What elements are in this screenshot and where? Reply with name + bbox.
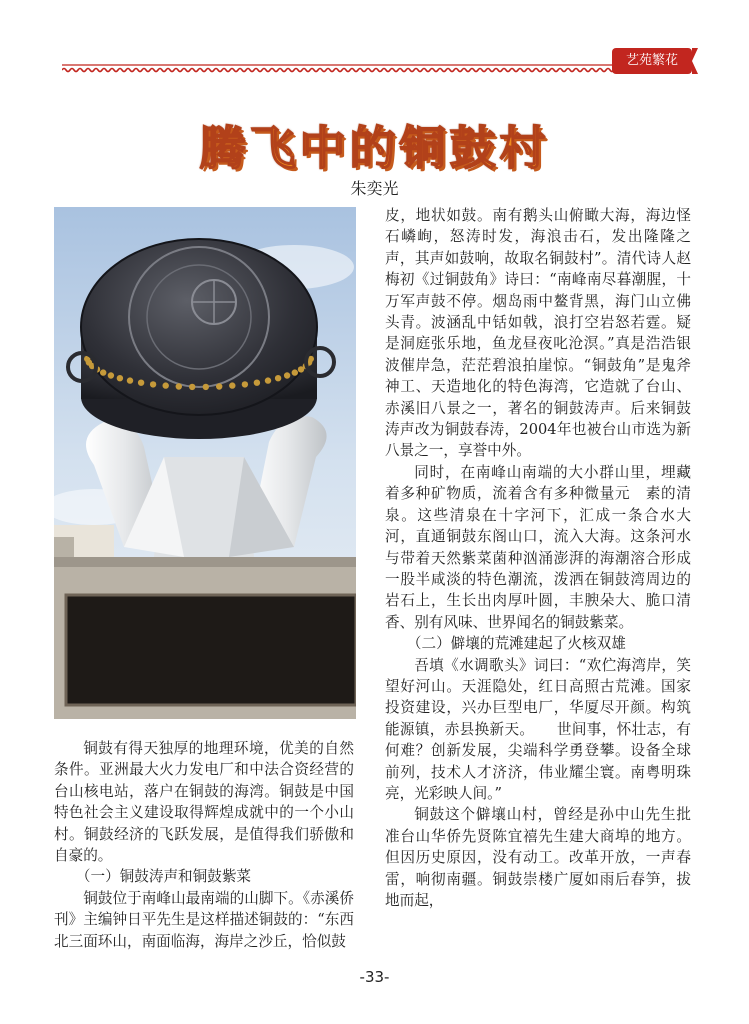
drum-stud xyxy=(216,383,222,389)
drum-stud xyxy=(108,372,114,378)
left-column xyxy=(54,738,354,952)
right-subhead-2: （二）僻壤的荒滩建起了火核双雄 xyxy=(406,635,626,653)
drum-stud xyxy=(254,380,260,386)
drum-stud xyxy=(138,380,144,386)
drum-stud xyxy=(176,383,182,389)
page-number: -33- xyxy=(359,968,390,986)
drum-stud xyxy=(150,381,156,387)
left-para-1: 铜鼓有得天独厚的地理环境，优美的自然条件。亚洲最大火力发电厂和中法合资经营的台山核电站，落户在铜鼓的海湾。铜鼓是中国特色社会主义建设取得辉煌成就中的一个小山村。铜鼓经济的飞跃发展，是值得我们骄傲和自豪的。 xyxy=(54,740,354,865)
drum-monument-photo xyxy=(54,207,356,719)
drum-stud xyxy=(275,375,281,381)
left-subhead-1: （一）铜鼓涛声和铜鼓紫菜 xyxy=(75,868,252,886)
column-name-badge: 艺苑繁花 xyxy=(612,48,692,74)
right-para-4: 铜鼓这个僻壤山村，曾经是孙中山先生批准台山华侨先贤陈宜禧先生建大商埠的地方。但因历史原因，没有动工。改革开放，一声春雷，响彻南疆。铜鼓崇楼广厦如雨后春笋，拔地而起， xyxy=(385,806,691,909)
left-para-2: 铜鼓位于南峰山最南端的山脚下。《赤溪侨刊》主编钟日平先生是这样描述铜鼓的：“东西北三面环山，南面临海，海岸之沙丘，恰似鼓 xyxy=(54,889,354,950)
article-author: 朱奕光 xyxy=(350,179,399,198)
article-title: 腾飞中的铜鼓村 xyxy=(199,121,550,175)
right-para-1: 皮，地状如鼓。南有鹅头山俯瞰大海，海边怪石嶙峋，怒涛时发，海浪击石，发出隆隆之声，其声如鼓响，故取名铜鼓村”。清代诗人赵梅初《过铜鼓角》诗曰：“南峰南尽暮潮腥，十万军声鼓不停。烟岛雨中鳌背黑，海门山立佛头青。波涵乱中铦如戟，浪打空岩怒若霆。疑是洞庭张乐地，鱼龙昼夜叱沧溟。”真是浩浩银波催岸急，茫茫碧浪拍崖惊。“铜鼓角”是鬼斧神工、天造地化的特色海湾，它造就了台山、赤溪旧八景之一，著名的铜鼓涛声。后来铜鼓涛声改为铜鼓春涛，2004年也被台山市选为新八景之一，享誉中外。 xyxy=(385,207,691,460)
drum-stud xyxy=(242,381,248,387)
drum-stud xyxy=(229,382,235,388)
drum-stud xyxy=(163,382,169,388)
drum-stud xyxy=(265,377,271,383)
drum-stud xyxy=(189,384,195,390)
right-para-2: 同时，在南峰山南端的大小群山里，埋藏着多种矿物质，流着含有多种微量元 素的清泉。这些清泉在十字河下，汇成一条合水大河，直通铜鼓东阁山口，流入大海。这条河水与带着天然紫菜菌种汹涌澎湃的海潮溶合形成一股半咸淡的特色潮流，泼洒在铜鼓湾周边的岩石上，生长出肉厚叶圆，丰腴朵大、脆口清香、别有风味、世界闻名的铜鼓紫菜。 xyxy=(385,463,691,631)
drum-stud xyxy=(100,369,106,375)
drum-stud xyxy=(203,384,209,390)
right-column xyxy=(385,205,691,911)
right-para-3: 吾填《水调歌头》词曰：“欢伫海湾岸，笑望好河山。天涯隐处，红日高照古荒滩。国家投资建设，兴办巨型电厂，华厦尽开颜。构筑能源镇，赤县换新天。 世间事，怀壮志，有何难？创新发展，尖端科学勇登攀。设备全球前列，技术人才济济，伟业耀尘寰。南粤明珠亮，光彩映人间。” xyxy=(385,656,691,802)
drum-stud xyxy=(284,372,290,378)
drum-stud xyxy=(117,375,123,381)
drum-stud xyxy=(292,369,298,375)
header-wave-line xyxy=(62,62,640,74)
drum-stud xyxy=(127,377,133,383)
